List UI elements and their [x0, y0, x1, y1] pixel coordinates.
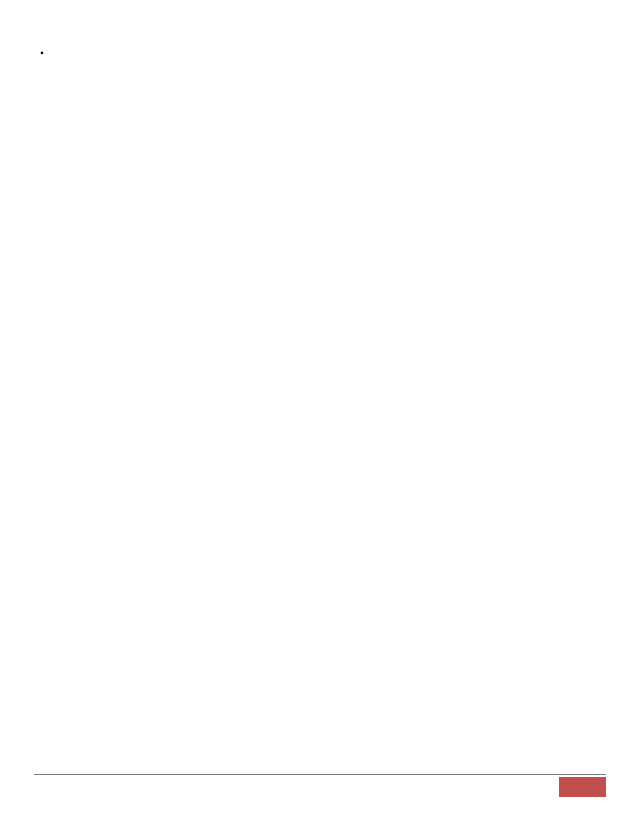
- page-number-badge: [559, 777, 606, 797]
- page-footer: [34, 774, 606, 797]
- bullet-dot-icon: •: [40, 48, 44, 60]
- page-content: [35, 38, 620, 61]
- bullet-intro: [35, 48, 620, 61]
